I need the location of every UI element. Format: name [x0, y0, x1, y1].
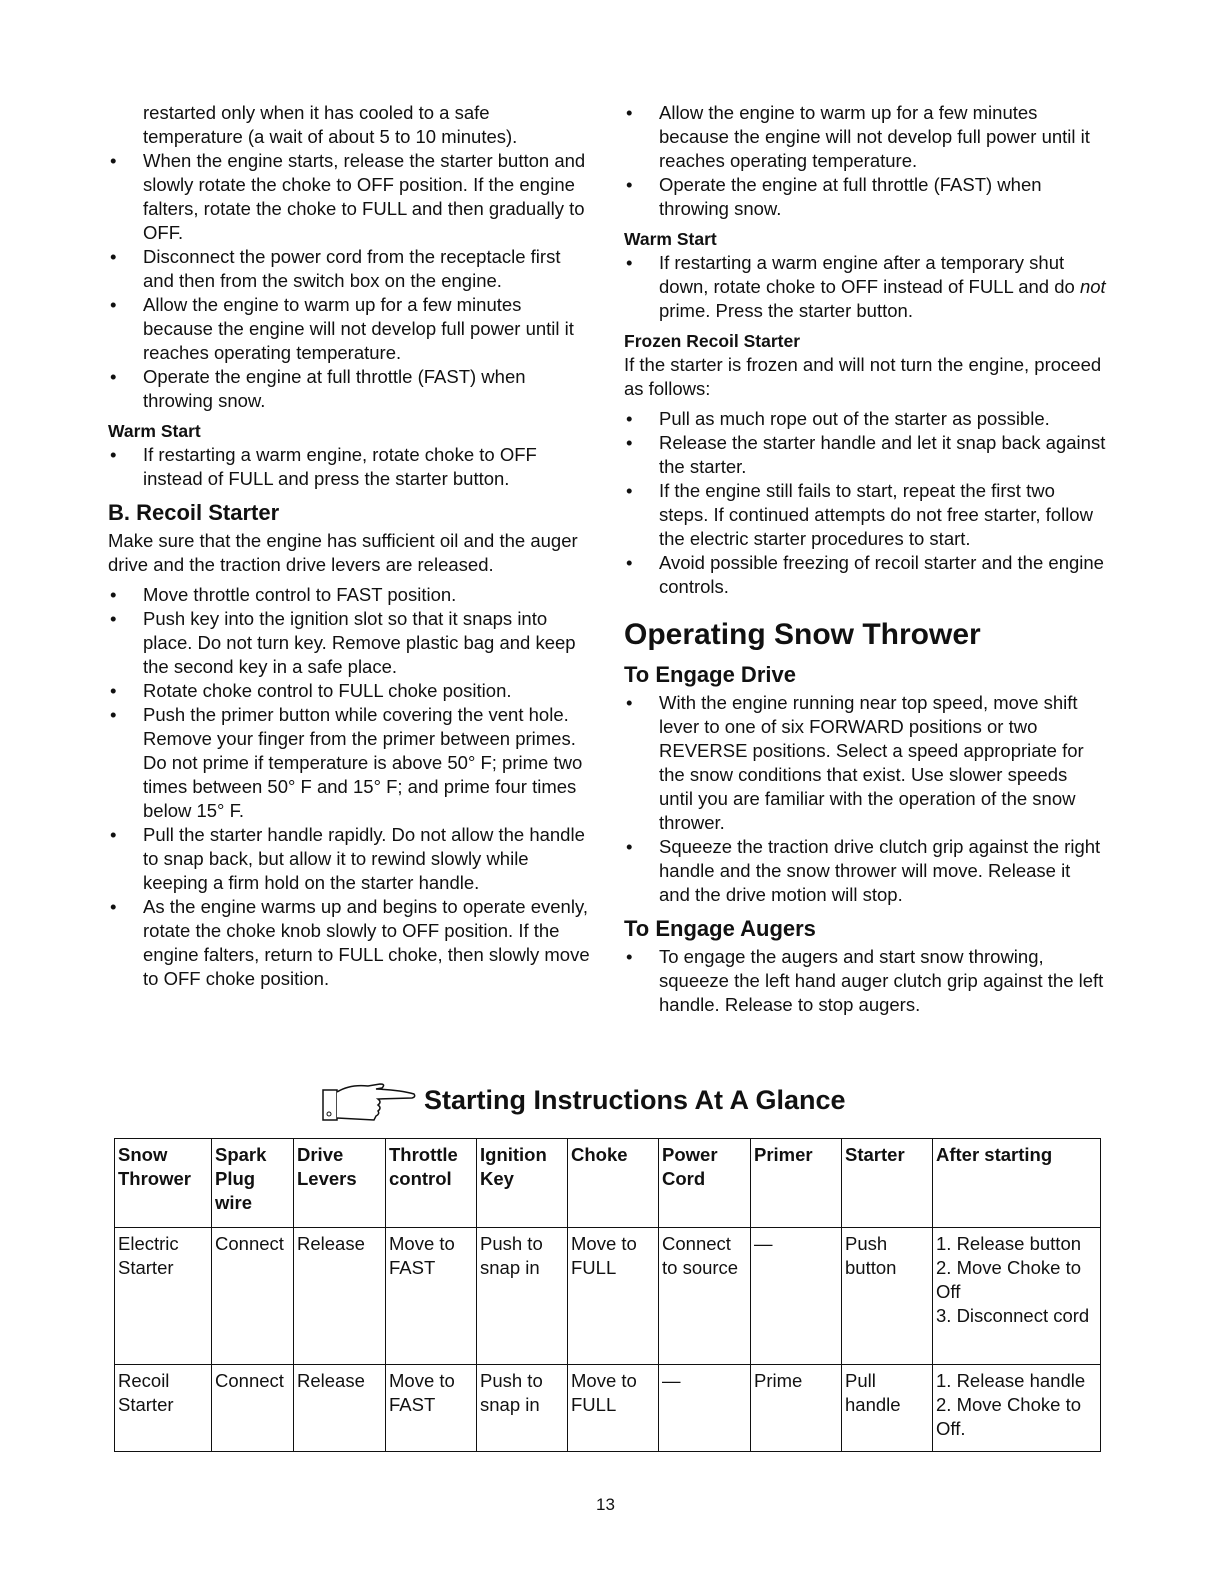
- column-header: After starting: [933, 1139, 1101, 1228]
- list-item: [624, 251, 1106, 323]
- table-cell: Move to FULL: [568, 1365, 659, 1452]
- column-header: Throttle control: [386, 1139, 477, 1228]
- list-item: • When the engine starts, release the starter button and slowly rotate the choke to OFF position. If the engine falters, rotate the choke to FULL and then gradually to OFF.: [108, 149, 590, 245]
- column-header: Choke: [568, 1139, 659, 1228]
- list-item: • Pull the starter handle rapidly. Do not allow the handle to snap back, but allow it to rewind slowly while keeping a firm hold on the starter handle.: [108, 823, 590, 895]
- paragraph: If the starter is frozen and will not turn the engine, proceed as follows:: [624, 354, 1102, 399]
- table-cell: —: [751, 1228, 842, 1365]
- table-cell: Connect: [212, 1228, 294, 1365]
- list-item: • With the engine running near top speed, move shift lever to one of six FORWARD positions or two REVERSE positions. Select a speed appropriate for the snow conditions that exist. Use slower speeds until you are familiar with the operation of the snow thrower.: [624, 691, 1106, 835]
- text-segment: prime. Press the starter button.: [659, 300, 913, 321]
- pointing-hand-icon: [320, 1078, 416, 1122]
- list-item: • Allow the engine to warm up for a few minutes because the engine will not develop full power until it reaches operating temperature.: [624, 101, 1106, 173]
- table-cell: Move to FULL: [568, 1228, 659, 1365]
- list-item: • Push the primer button while covering the vent hole. Remove your finger from the primer between primes. Do not prime if temperature is above 50° F; prime two times between 50° F and 15° F; and prime four times below 15° F.: [108, 703, 590, 823]
- table-cell: 1. Release button 2. Move Choke to Off 3. Disconnect cord: [933, 1228, 1101, 1365]
- table-cell: Pull handle: [842, 1365, 933, 1452]
- table-cell: Move to FAST: [386, 1365, 477, 1452]
- table-cell: Recoil Starter: [115, 1365, 212, 1452]
- paragraph: Make sure that the engine has sufficient oil and the auger drive and the traction drive levers are released.: [108, 530, 578, 575]
- list-item: • Avoid possible freezing of recoil starter and the engine controls.: [624, 551, 1106, 599]
- table-cell: Push to snap in: [477, 1365, 568, 1452]
- list-item: • Allow the engine to warm up for a few minutes because the engine will not develop full power until it reaches operating temperature.: [108, 293, 590, 365]
- list-item: • To engage the augers and start snow throwing, squeeze the left hand auger clutch grip against the left handle. Release to stop augers.: [624, 945, 1106, 1017]
- table-row: [115, 1365, 1101, 1452]
- list-item: • Disconnect the power cord from the receptacle first and then from the switch box on the engine.: [108, 245, 590, 293]
- section-heading: Warm Start: [624, 229, 717, 249]
- table-cell: 1. Release handle 2. Move Choke to Off.: [933, 1365, 1101, 1452]
- list-item: • Move throttle control to FAST position.: [108, 583, 590, 607]
- column-header: Ignition Key: [477, 1139, 568, 1228]
- table-cell: Push to snap in: [477, 1228, 568, 1365]
- list-item: • Release the starter handle and let it snap back against the starter.: [624, 431, 1106, 479]
- section-heading: Warm Start: [108, 421, 201, 441]
- table-row: [115, 1228, 1101, 1365]
- list-item: • As the engine warms up and begins to operate evenly, rotate the choke knob slowly to OFF position. If the engine falters, return to FULL choke, then slowly move to OFF choke position.: [108, 895, 590, 991]
- glance-title: Starting Instructions At A Glance: [424, 1084, 846, 1115]
- paragraph: restarted only when it has cooled to a safe temperature (a wait of about 5 to 10 minutes).: [143, 102, 518, 147]
- table-cell: Prime: [751, 1365, 842, 1452]
- page-number: 13: [596, 1495, 615, 1514]
- table-cell: Connect to source: [659, 1228, 751, 1365]
- table-header-row: [115, 1139, 1101, 1228]
- table-cell: Move to FAST: [386, 1228, 477, 1365]
- list-item: • If the engine still fails to start, repeat the first two steps. If continued attempts do not free starter, follow the electric starter procedures to start.: [624, 479, 1106, 551]
- starting-instructions-table: [114, 1138, 1101, 1452]
- list-item: • If restarting a warm engine, rotate choke to OFF instead of FULL and press the starter button.: [108, 443, 590, 491]
- section-heading: B. Recoil Starter: [108, 500, 280, 525]
- list-item: • Operate the engine at full throttle (FAST) when throwing snow.: [108, 365, 590, 413]
- table-cell: Release: [294, 1228, 386, 1365]
- list-item: • Push key into the ignition slot so that it snaps into place. Do not turn key. Remove plastic bag and keep the second key in a safe place.: [108, 607, 590, 679]
- text-segment: not: [1079, 276, 1106, 297]
- column-header: Snow Thrower: [115, 1139, 212, 1228]
- table-cell: Push button: [842, 1228, 933, 1365]
- table-cell: —: [659, 1365, 751, 1452]
- table-cell: Connect: [212, 1365, 294, 1452]
- column-header: Spark Plug wire: [212, 1139, 294, 1228]
- column-header: Primer: [751, 1139, 842, 1228]
- glance-heading: [320, 1078, 846, 1122]
- table-cell: Release: [294, 1365, 386, 1452]
- list-item: • Pull as much rope out of the starter as possible.: [624, 407, 1106, 431]
- section-heading: Frozen Recoil Starter: [624, 331, 801, 351]
- section-heading: Operating Snow Thrower: [624, 618, 981, 651]
- column-header: Power Cord: [659, 1139, 751, 1228]
- section-heading: To Engage Augers: [624, 916, 816, 941]
- list-item: • Rotate choke control to FULL choke position.: [108, 679, 590, 703]
- right-column: [624, 101, 1106, 1017]
- left-column: [108, 101, 590, 991]
- column-header: Starter: [842, 1139, 933, 1228]
- table-cell: Electric Starter: [115, 1228, 212, 1365]
- text-segment: If restarting a warm engine after a temporary shut down, rotate choke to OFF instead of FULL and do: [659, 252, 1080, 297]
- list-item: • Squeeze the traction drive clutch grip against the right handle and the snow thrower will move. Release it and the drive motion will stop.: [624, 835, 1106, 907]
- column-header: Drive Levers: [294, 1139, 386, 1228]
- list-item: • Operate the engine at full throttle (FAST) when throwing snow.: [624, 173, 1106, 221]
- section-heading: To Engage Drive: [624, 662, 796, 687]
